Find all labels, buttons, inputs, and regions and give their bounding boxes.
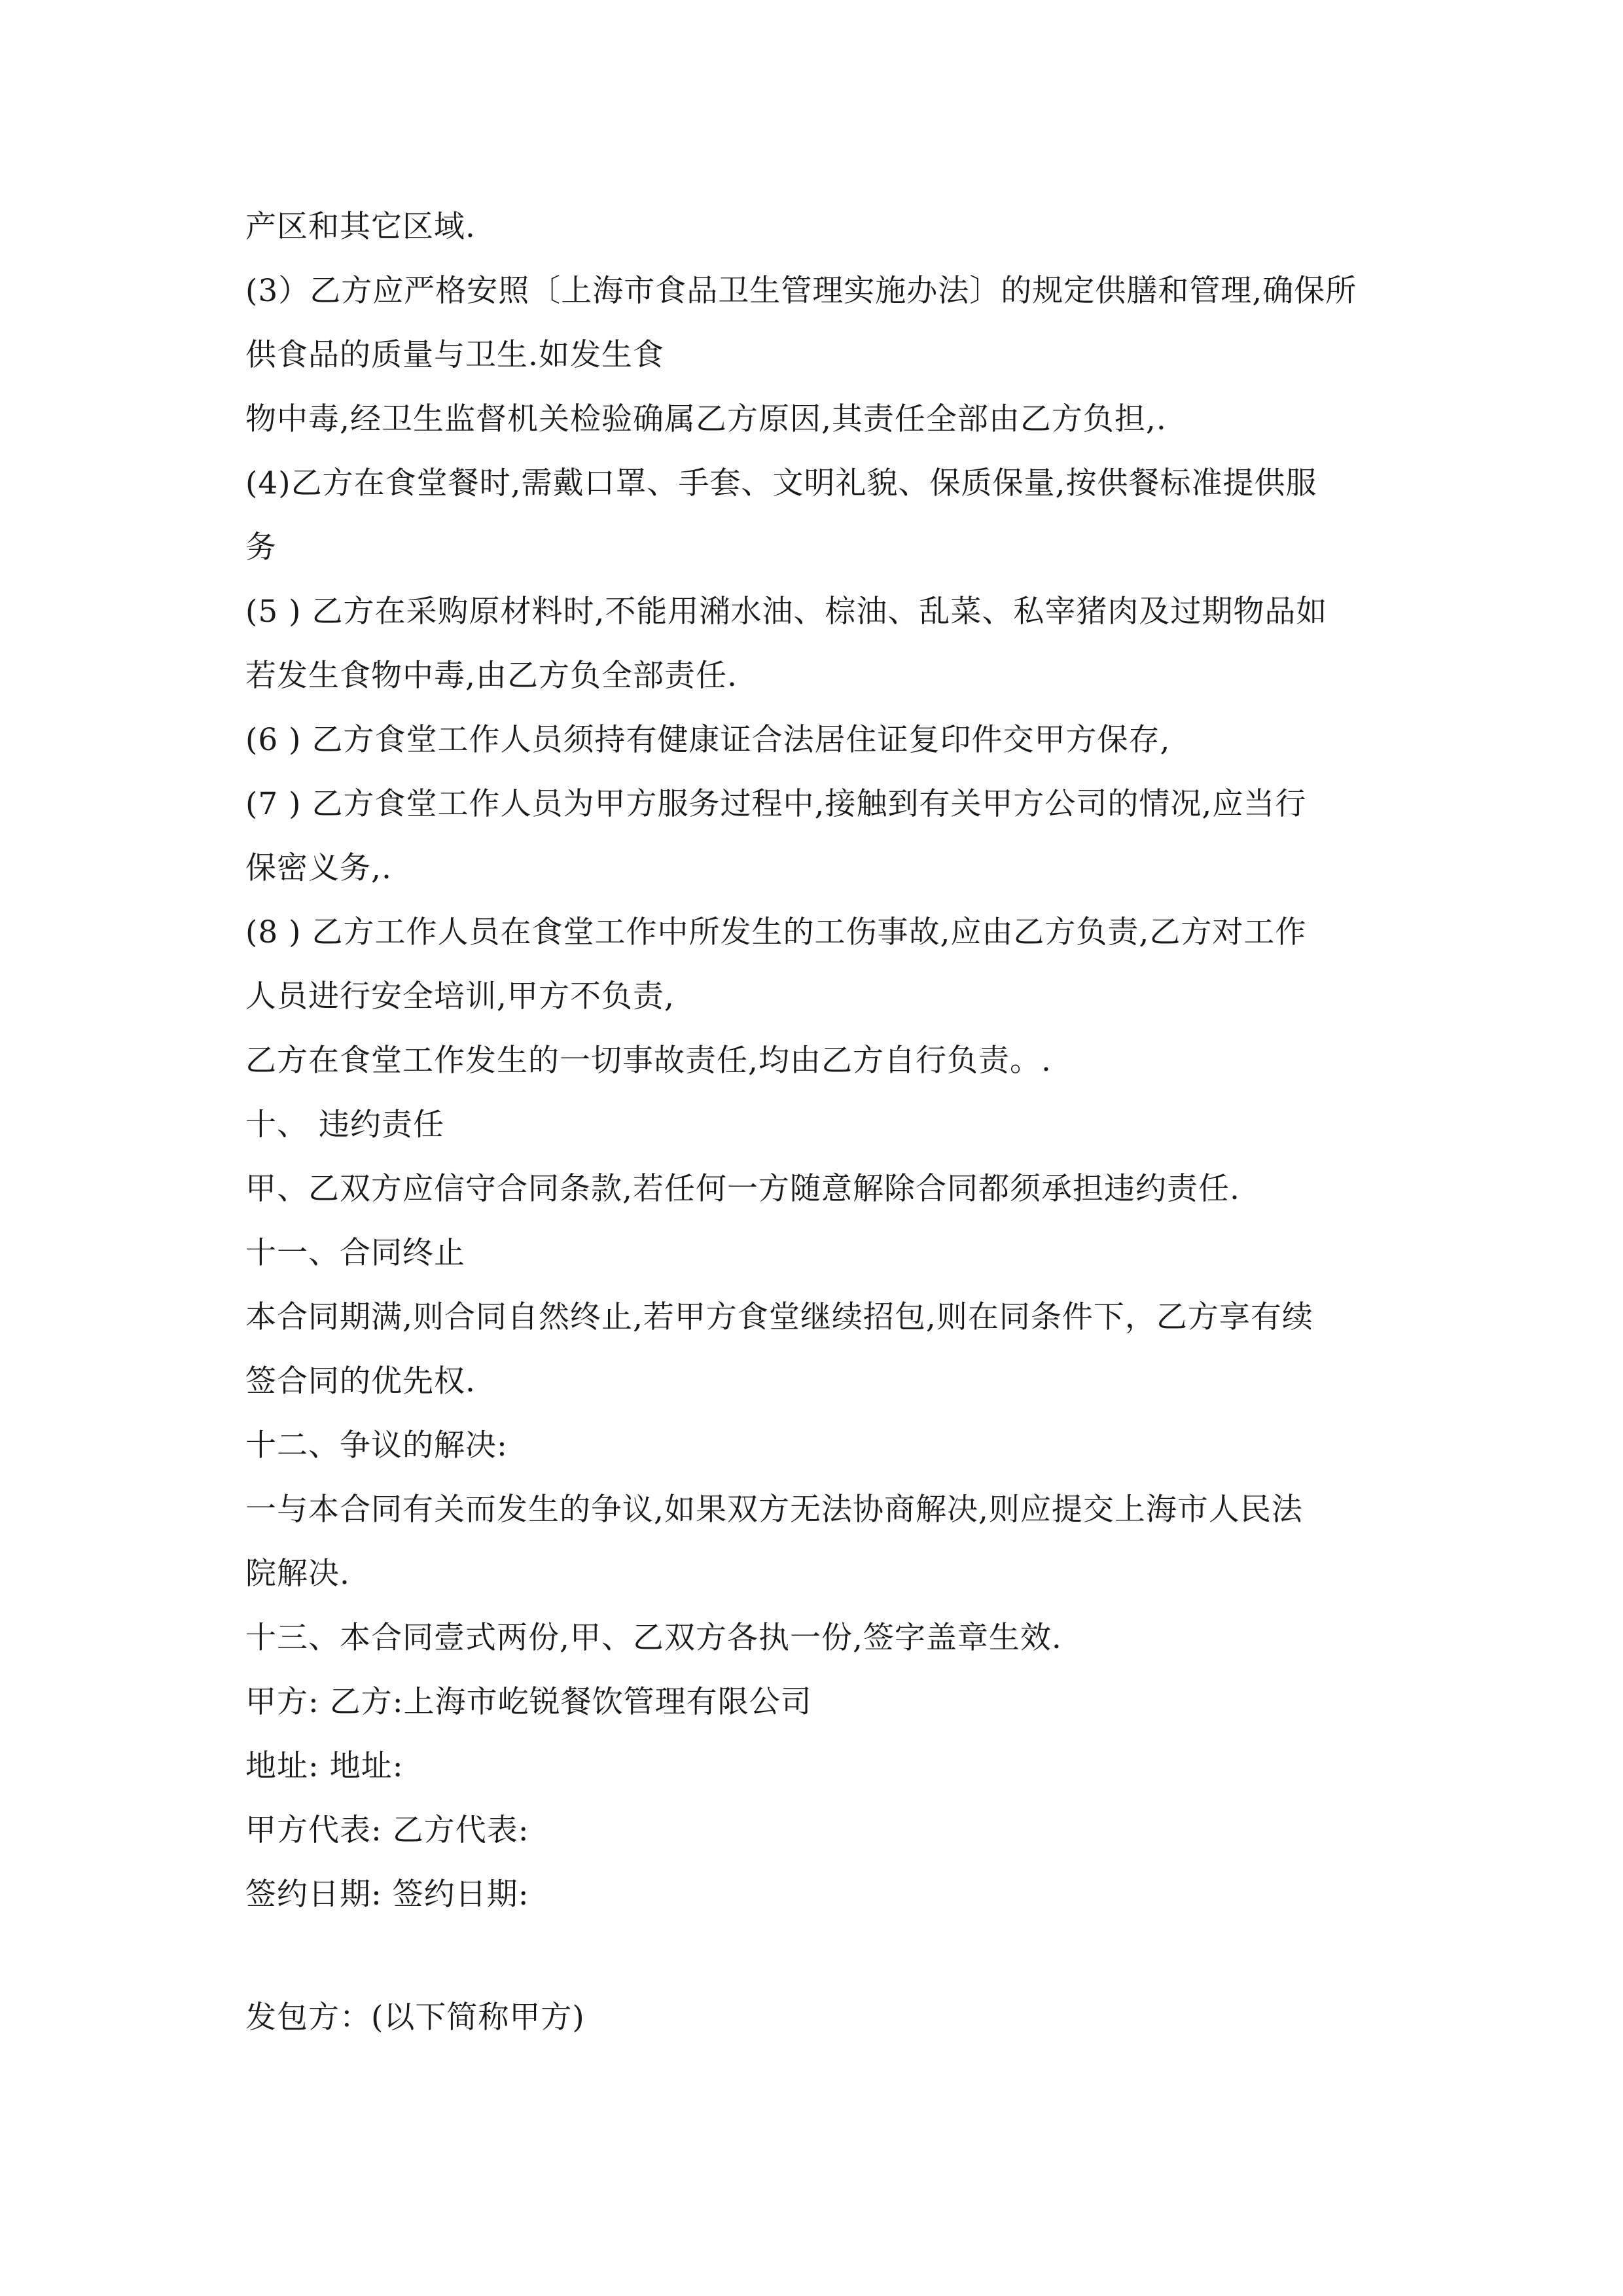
text-line: (5 ) 乙方在采购原材料时,不能用潲水油、棕油、乱菜、私宰猪肉及过期物品如 — [245, 594, 1328, 630]
contracting-party-line: 发包方：(以下简称甲方) — [245, 2000, 585, 2036]
signature-representative-line: 甲方代表: 乙方代表: — [245, 1812, 529, 1848]
text-line: 签合同的优先权. — [245, 1363, 476, 1399]
text-line: (7 ) 乙方食堂工作人员为甲方服务过程中,接触到有关甲方公司的情况,应当行 — [245, 786, 1307, 822]
text-line: 人员进行安全培训,甲方不负责, — [245, 978, 675, 1014]
text-line: (3）乙方应严格安照〔上海市食品卫生管理实施办法〕的规定供膳和管理,确保所 — [245, 273, 1357, 309]
text-line: 院解决. — [245, 1556, 350, 1592]
text-line: 若发生食物中毒,由乙方负全部责任. — [245, 658, 738, 694]
section-heading: 十、 违约责任 — [245, 1107, 444, 1143]
text-line: (4)乙方在食堂餐时,需戴口罩、手套、文明礼貌、保质保量,按供餐标准提供服 — [245, 465, 1317, 501]
text-line: 物中毒,经卫生监督机关检验确属乙方原因,其责任全部由乙方负担,. — [245, 401, 1167, 437]
section-heading: 十二、争议的解决: — [245, 1427, 508, 1463]
text-line: 产区和其它区域. — [245, 209, 476, 245]
text-line: (8 ) 乙方工作人员在食堂工作中所发生的工伤事故,应由乙方负责,乙方对工作 — [245, 914, 1307, 950]
text-line: 乙方在食堂工作发生的一切事故责任,均由乙方自行负责。. — [245, 1043, 1052, 1079]
text-line: 甲、乙双方应信守合同条款,若任何一方随意解除合同都须承担违约责任. — [245, 1171, 1240, 1207]
section-heading: 十一、合同终止 — [245, 1235, 465, 1271]
text-line: 保密义务,. — [245, 850, 392, 886]
signature-address-line: 地址: 地址: — [245, 1748, 404, 1784]
text-line: 一与本合同有关而发生的争议,如果双方无法协商解决,则应提交上海市人民法 — [245, 1492, 1303, 1528]
text-line: 本合同期满,则合同自然终止,若甲方食堂继续招包,则在同条件下，乙方享有续 — [245, 1299, 1313, 1335]
signature-party-line: 甲方: 乙方:上海市屹锐餐饮管理有限公司 — [245, 1684, 812, 1720]
text-line: (6 ) 乙方食堂工作人员须持有健康证合法居住证复印件交甲方保存, — [245, 722, 1171, 758]
text-line: 务 — [245, 529, 277, 565]
section-heading: 十三、本合同壹式两份,甲、乙双方各执一份,签字盖章生效. — [245, 1620, 1062, 1656]
text-line: 供食品的质量与卫生.如发生食 — [245, 337, 664, 373]
signature-date-line: 签约日期: 签约日期: — [245, 1876, 529, 1912]
